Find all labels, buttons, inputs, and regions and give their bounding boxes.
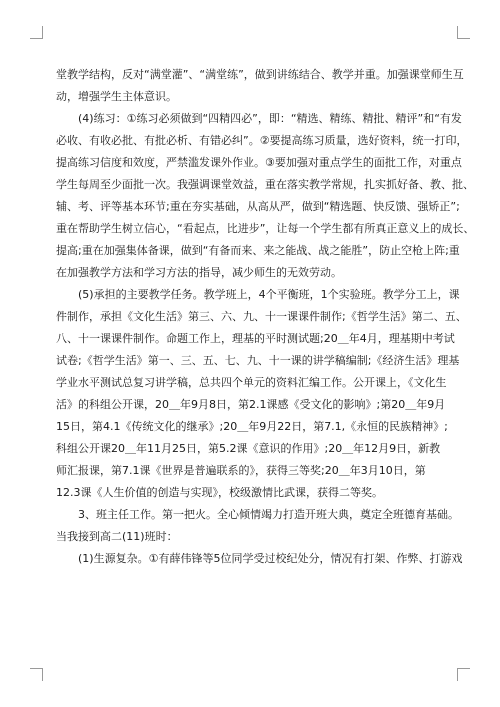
paragraph — [56, 284, 467, 504]
text-line: 提高;重在加强集体备课，做到“有备而来、来之能战、战之能胜”，防止空枪上阵;重 — [56, 244, 460, 257]
text-line: 提高练习信度和效度，严禁滥发课外作业。③要加强对重点学生的面批工作，对重点 — [56, 156, 462, 169]
text-line: 3、班主任工作。第一把火。全心倾情竭力打造开班大典，奠定全班德育基础。 — [78, 508, 459, 521]
text-line: 堂教学结构，反对“满堂灌”、“满堂练”，做到讲练结合、教学并重。加强课堂师生互 — [56, 68, 464, 81]
text-line: 件制作，承担《文化生活》第三、六、九、十一课课件制作;《哲学生活》第二、五、 — [56, 310, 467, 323]
text-line: 在加强教学方法和学习方法的指导，减少师生的无效劳动。 — [56, 266, 342, 279]
text-line: (5)承担的主要教学任务。教学班上，4个平衡班，1个实验班。教学分工上，课 — [78, 288, 460, 301]
text-line: 学生每周至少面批一次。我强调课堂效益，重在落实教学常规，扎实抓好备、教、批、 — [56, 178, 474, 191]
text-line: 八、十一课课件制作。命题工作上，理基的平时测试题;20＿年4月，理基期中考试 — [56, 332, 455, 345]
document-body — [56, 64, 475, 570]
crop-mark-top-right — [457, 26, 470, 39]
crop-mark-bottom-right — [457, 668, 470, 681]
text-line: (4)练习：①练习必须做到“四精四必”，即：“精选、精练、精批、精评”和“有发 — [78, 112, 462, 125]
text-line: 动，增强学生主体意识。 — [56, 90, 177, 103]
text-line: 活》的科组公开课，20＿年9月8日，第2.1课感《受文化的影响》;第20＿年9月 — [56, 398, 446, 411]
text-line: 当我接到高二(11)班时： — [56, 530, 178, 543]
text-line: 重在帮助学生树立信心，“看起点，比进步”，让每一个学生都有所真正意义上的成长、 — [56, 222, 475, 235]
text-line: (1)生源复杂。①有薛伟锋等5位同学受过校纪处分，情况有打架、作弊、打游戏 — [78, 552, 463, 565]
crop-mark-bottom-left — [30, 668, 43, 681]
paragraph — [56, 64, 464, 108]
crop-mark-top-left — [30, 26, 43, 39]
text-line: 12.3课《人生价值的创造与实现》，校级激情比武课，获得二等奖。 — [56, 486, 383, 499]
paragraph — [56, 548, 463, 570]
text-line: 辅、考、评等基本环节;重在夯实基础，从高从严，做到“精选题、快反馈、强矫正”; — [56, 200, 460, 213]
text-line: 试卷;《哲学生活》第一、三、五、七、九、十一课的讲学稿编制;《经济生活》理基 — [56, 354, 460, 367]
paragraph — [56, 504, 459, 548]
text-line: 科组公开课20＿年11月25日，第5.2课《意识的作用》;20＿年12月9日，新教 — [56, 442, 441, 455]
text-line: 师汇报课，第7.1课《世界是普遍联系的》，获得三等奖;20＿年3月10日，第 — [56, 464, 426, 477]
paragraph — [56, 108, 475, 284]
text-line: 学业水平测试总复习讲学稿，总共四个单元的资料汇编工作。公开课上，《文化生 — [56, 376, 447, 389]
text-line: 必收、有收必批、有批必析、有错必纠”。②要提高练习质量，选好资料，统一打印， — [56, 134, 468, 147]
text-line: 15日，第4.1《传统文化的继承》;20＿年9月22日，第7.1,《永恒的民族精神》; — [56, 420, 448, 433]
